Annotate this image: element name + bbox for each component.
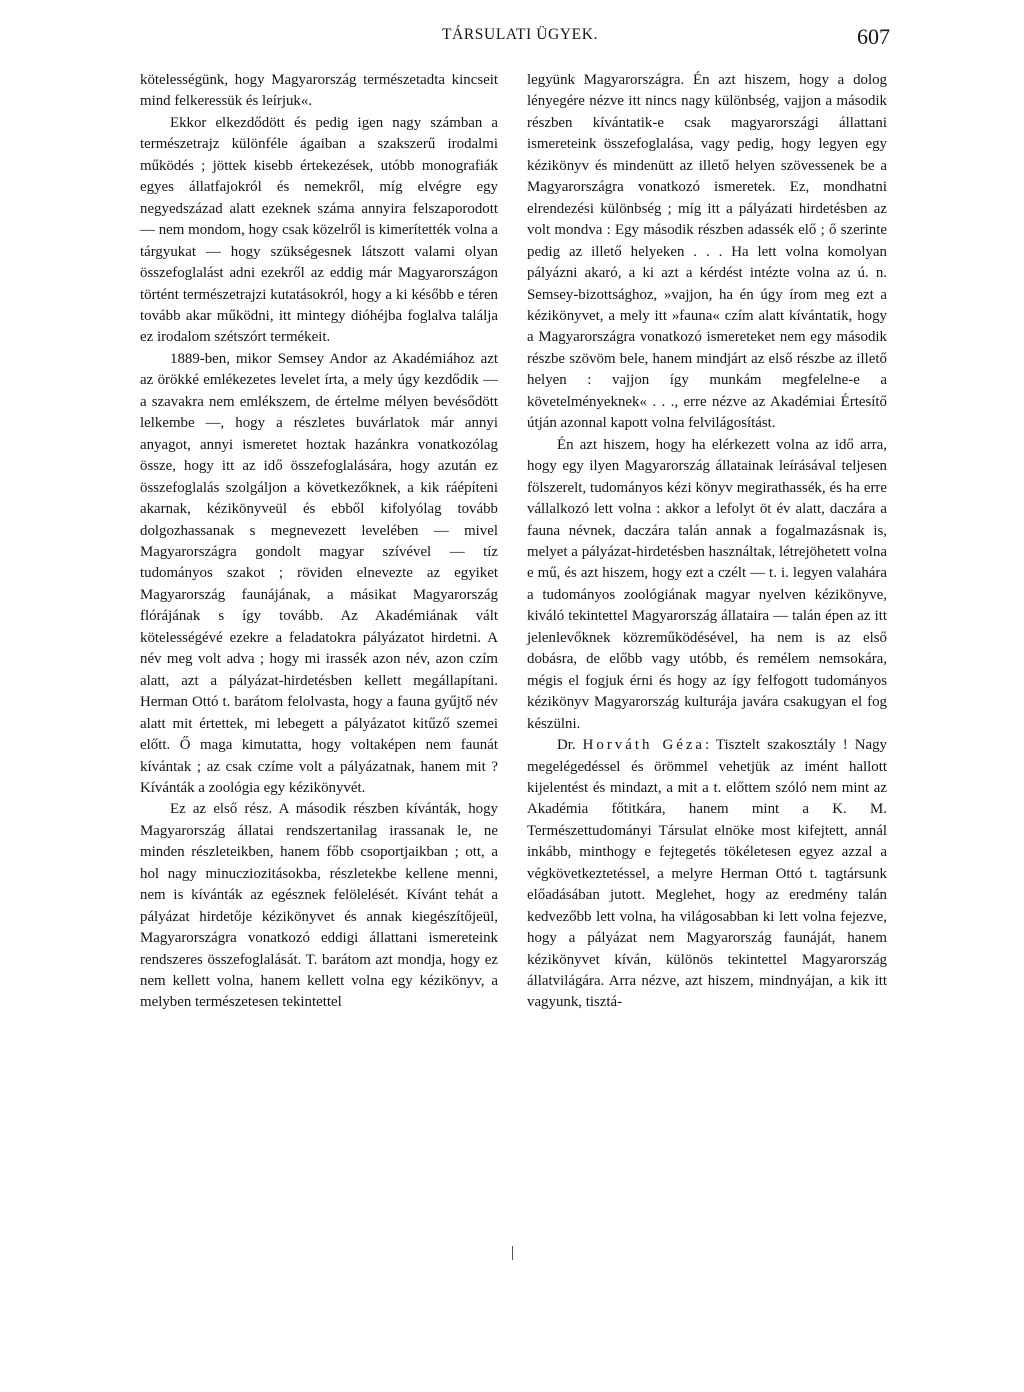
right-paragraph-2: Én azt hiszem, hogy ha elérkezett volna az idő arra, hogy egy ilyen Magyarország állatainak leírásával teljesen fölszerelt, tudományos kézi könyv megirathassék, és ha erre vállalkozó lett volna : akkor a lefolyt öt év alatt, daczára a fauna névnek, daczára talán annak a fogalmazásnak is, melyet a pályázat-hirdetésben használtak, létrejöhetett volna e mű, és azt hiszem, hogy ezt a czélt — t. i. legyen valahára a tudományos zoológiának magyar nyelven kézikönyve, kiváló tekintettel Magyarország állataira — talán épen az itt jelenlevőknek közreműködésével, ha nem is az első dobásra, de előbb vagy utóbb, és remélem nemsokára, mégis el fogjuk érni és hogy az így felfogott tudományos kézikönyv Magyarország kulturája javára csakugyan el fog készülni. <box>527 436 887 732</box>
left-paragraph-2: Ekkor elkezdődött és pedig igen nagy számban a természetrajz különféle ágaiban a szakszerű irodalmi működés ; jöttek kisebb értekezések, utóbb monografiák egyes állatfajokról és nemekről, míg elvégre egy negyedszázad alatt ezeknek száma annyira felszaporodott — nem mondom, hogy csak közelről is kimerítették volna a tárgyukat — hogy szükségesnek látszott valami olyan összefoglalást adni ezekről az eddig már Magyarországon történt természetrajzi kutatásokról, hogy a ki később e téren tovább akar működni, itt mintegy dióhéjba foglalva találja ez irodalom szétszórt termékeit. <box>140 114 498 346</box>
left-paragraph-1: kötelességünk, hogy Magyarország természetadta kincseit mind felkeressük és leírjuk«. <box>140 72 498 110</box>
left-column <box>140 70 498 1014</box>
speaker-text: : Tisztelt szakosztály ! Nagy megelégedéssel és örömmel vehetjük az imént hallott kijelentést és mindazt, a mit a t. előttem szóló nem mint az Akadémia főtitkára, hanem mint a K. M. Természettudományi Társulat elnöke most kifejtett, annál inkább, minthogy e fejtegetés tökéletesen egyez azzal a végkövetkeztetéssel, a melyre Herman Ottó t. tagtársunk előadásában jutott. Meglehet, hogy az eredmény talán kedvezőbb lett volna, ha világosabban ki lett volna fejezve, hogy a pályázat nem Magyarország faunáját, hanem kézikönyvet kíván, különös tekintettel Magyarország állatvilágára. Arra nézve, azt hiszem, mindnyájan, a kik itt vagyunk, tisztá- <box>527 737 887 1011</box>
running-title: TÁRSULATI ÜGYEK. <box>442 26 598 43</box>
column-divider-mark <box>512 1246 513 1260</box>
left-paragraph-3: 1889-ben, mikor Semsey Andor az Akadémiához azt az örökké emlékezetes levelet írta, a mely úgy kezdődik — a szavakra nem emlékszem, de értelme mélyen bevésődött lelkembe —, hogy a részletes buvárlatok már annyi anyagot, annyi ismeretet hoztak hazánkra vonatkozólag össze, hogy itt az idő összefoglalására, hogy azután ez összefoglalás szolgáljon a következőknek, a kik ráépíteni akarnak, kézikönyveül és ebből kifolyólag tovább dolgozhassanak s megnevezett levelében — mivel Magyarországra gondolt magyar szívével — tíz tudományos szakot ; röviden elnevezte az egyiket Magyarország faunájának, a másikat Magyarország flórájának s így tovább. Az Akadémiának vált kötelességévé ezekre a feladatokra pályázatot hirdetni. A név meg volt adva ; hogy mi irassék azon név, azon czím alatt, azt a pályázat-hirdetésben kellett megállapítani. Herman Ottó t. barátom felolvasta, hogy a fauna gyűjtő név alatt mit értettek, mi lebegett a pályázatot kitűző szemei előtt. Ő maga kimutatta, hogy voltaképen nem faunát kívántak ; az csak czíme volt a pályázatnak, hanem mit ? Kívánták a zoológia egy kézikönyvét. <box>140 350 498 796</box>
left-paragraph-4: Ez az első rész. A második részben kívánták, hogy Magyarország állatai rendszertanilag irassanak le, ne minden részleteikben, hanem főbb csoportjaikban ; ott, a hol nagy minucziozitásokba, részletekbe kellene menni, nem is kívánták az egésznek felölelését. Kívánt tehát a pályázat hirdetője kézikönyvet és annak kiegészítőjeül, Magyarországra vonatkozó eddigi állattani ismereteink rendszeres összefoglalását. T. barátom azt mondja, hogy ez nem kellett volna, hanem kellett volna egy kézikönyv, a melyben természetesen tekintettel <box>140 801 498 1011</box>
page-number: 607 <box>857 24 890 49</box>
right-paragraph-3 <box>527 735 887 1014</box>
right-column <box>527 70 887 1014</box>
speaker-name: Horváth Géza <box>582 737 706 754</box>
running-head <box>140 26 900 56</box>
right-paragraph-1: legyünk Magyarországra. Én azt hiszem, hogy a dolog lényegére nézve itt nincs nagy különbség, vajjon a második részben kívántatik-e csak magyarországi állattani ismereteink összefoglalása, vagy pedig, hogy legyen egy kézikönyv és mindenütt az illető helyen szövessenek be a Magyarországra vonatkozó ismeretek. Ez, mondhatni elrendezési különbség ; míg itt a pályázati hirdetésben az volt mondva : Egy második részben adassék elő ; ő szerinte pedig az illető helyeken . . . Ha lett volna komolyan pályázni akaró, a ki azt a kérdést intézte volna az ú. n. Semsey-bizottsághoz, »vajjon, ha én úgy írom meg ezt a kézikönyvet, a mely itt »fauna« czím alatt kívántatik, hogy a Magyarországra vonatkozó ismereteket nem egy második részbe szövöm bele, hanem mindjárt az első részbe az illető helyen : vajjon így munkám megfelelne-e a követelményeknek« . . ., erre nézve az Akadémiai Értesítő útján azonnal kapott volna felvilágosítást. <box>527 72 887 432</box>
speaker-title: Dr. <box>557 737 583 754</box>
